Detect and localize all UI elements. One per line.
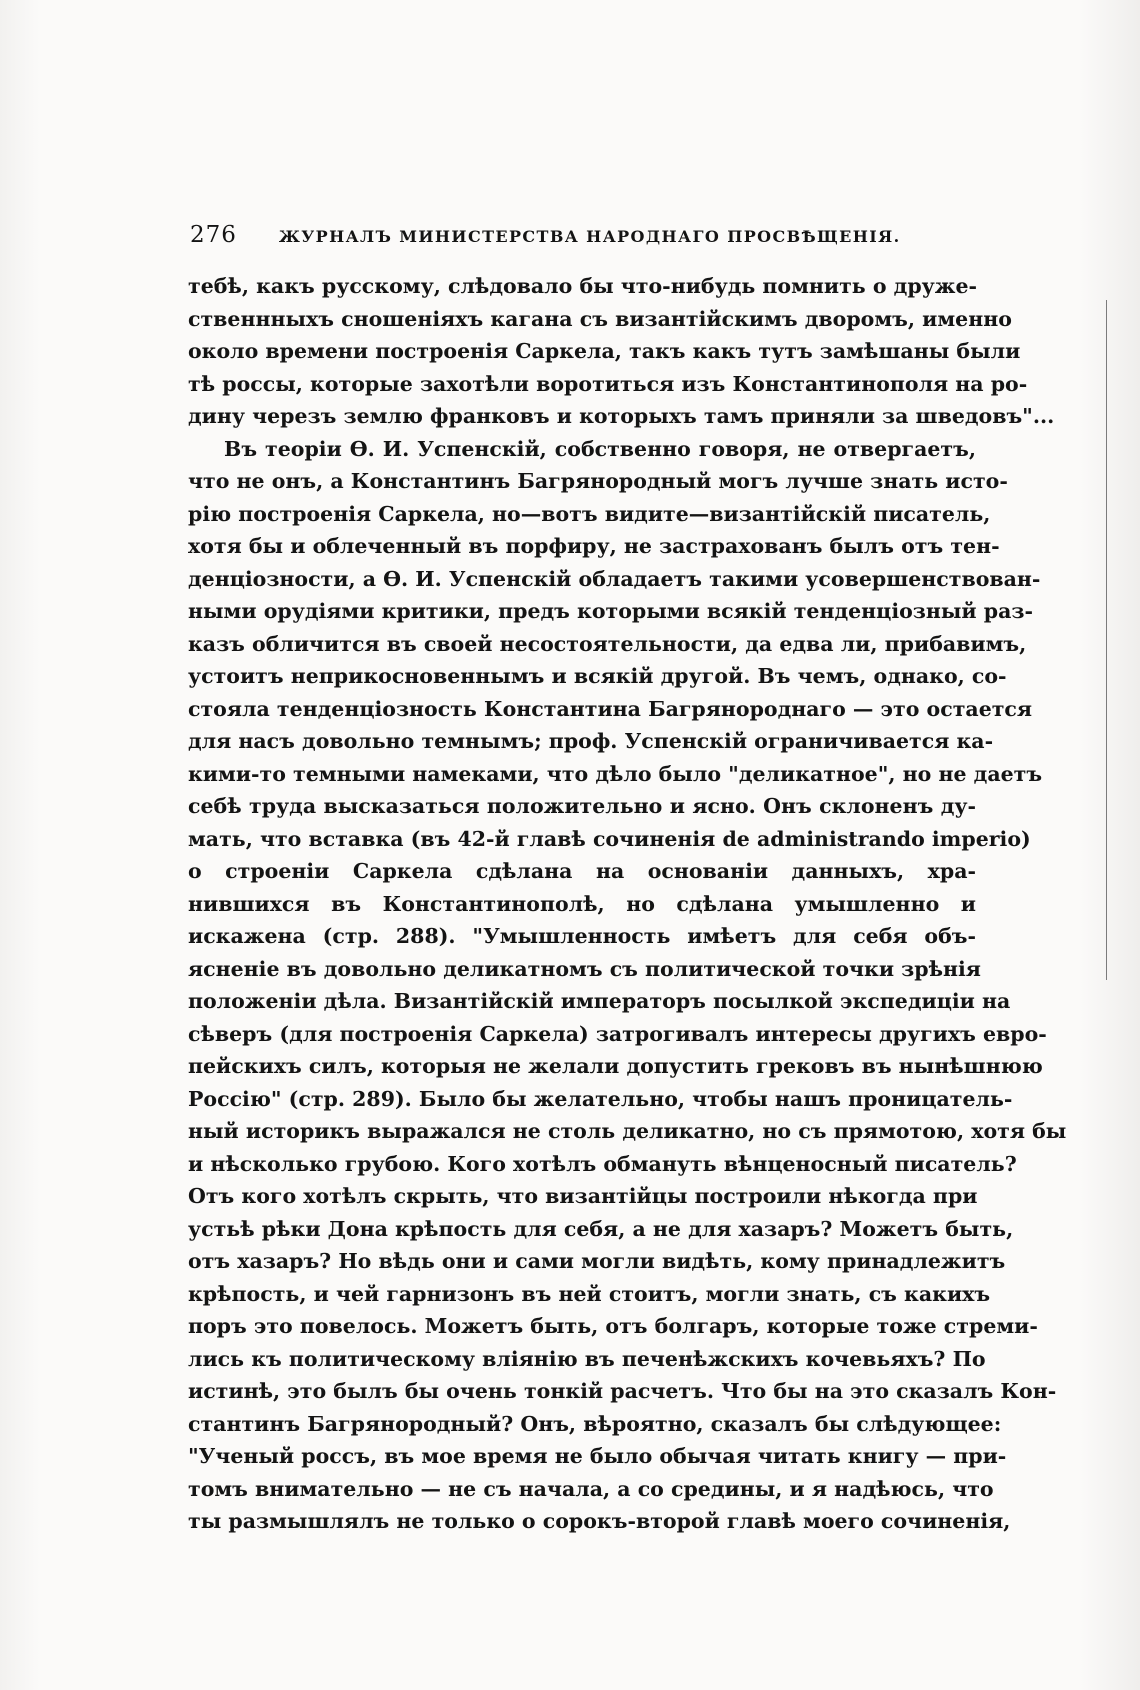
text-line: кими-то темными намеками, что дѣло было "деликатное", но не даетъ (188, 761, 1043, 786)
body-text (188, 270, 1067, 1538)
text-line: лись къ политическому вліянію въ печенѣжскихъ кочевьяхъ? По (188, 1346, 986, 1371)
text-line: что не онъ, а Константинъ Багрянородный могъ лучше знать исто- (188, 469, 1008, 493)
text-line: искажена (стр. 288). "Умышленность имѣетъ для себя объ- (188, 924, 976, 948)
text-line: томъ внимательно — не съ начала, а со средины, и я надѣюсь, что (188, 1476, 994, 1501)
text-line: себѣ труда высказаться положительно и ясно. Онъ склоненъ ду- (188, 794, 976, 818)
scan-edge-line (1106, 300, 1107, 980)
text-line: казъ обличится въ своей несостоятельности, да едва ли, прибавимъ, (188, 631, 1027, 656)
text-line: ственнныхъ сношеніяхъ кагана съ византійскимъ дворомъ, именно (188, 306, 1012, 331)
running-title: ЖУРНАЛЪ МИНИСТЕРСТВА НАРОДНАГО ПРОСВѢЩЕНІЯ. (278, 227, 901, 246)
text-line: дину черезъ землю франковъ и которыхъ тамъ приняли за шведовъ"... (188, 404, 1055, 428)
text-line: около времени построенія Саркела, такъ какъ тутъ замѣшаны были (188, 339, 1021, 363)
text-line: крѣпость, и чей гарнизонъ въ ней стоитъ, могли знать, съ какихъ (188, 1281, 991, 1306)
text-line: устьѣ рѣки Дона крѣпость для себя, а не для хазаръ? Можетъ быть, (188, 1216, 1014, 1241)
text-line: стантинъ Багрянородный? Онъ, вѣроятно, сказалъ бы слѣдующее: (188, 1411, 1002, 1436)
text-line: ный историкъ выражался не столь деликатно, но съ прямотою, хотя бы (188, 1119, 1067, 1143)
text-line: хотя бы и облеченный въ порфиру, не застрахованъ былъ отъ тен- (188, 534, 1000, 558)
text-line: денціозности, а Ѳ. И. Успенскій обладаетъ такими усовершенствован- (188, 566, 1041, 591)
text-line: о строеніи Саркела сдѣлана на основаніи данныхъ, хра- (188, 859, 976, 883)
text-line: нившихся въ Константинополѣ, но сдѣлана умышленно и (188, 891, 976, 916)
text-line: отъ хазаръ? Но вѣдь они и сами могли видѣть, кому принадлежитъ (188, 1249, 1006, 1273)
text-line: тебѣ, какъ русскому, слѣдовало бы что-нибудь помнить о друже- (188, 274, 978, 298)
text-line: стояла тенденціозность Константина Багрянороднаго — это остается (188, 696, 1033, 721)
page-header (190, 222, 980, 254)
text-line: Россію" (стр. 289). Было бы желательно, чтобы нашъ проницатель- (188, 1086, 1013, 1111)
text-line: сѣверъ (для построенія Саркела) затрогивалъ интересы другихъ евро- (188, 1021, 1047, 1046)
page-number: 276 (190, 222, 237, 248)
text-line: и нѣсколько грубою. Кого хотѣлъ обмануть вѣнценосный писатель? (188, 1151, 1017, 1176)
text-line: рію построенія Саркела, но—вотъ видите—византійскій писатель, (188, 501, 991, 526)
text-line: Въ теоріи Ѳ. И. Успенскій, собственно говоря, не отвергаетъ, (224, 436, 976, 461)
text-line: для насъ довольно темнымъ; проф. Успенскій ограничивается ка- (188, 729, 994, 753)
text-line: положеніи дѣла. Византійскій императоръ посылкой экспедиціи на (188, 989, 1011, 1013)
text-line: Отъ кого хотѣлъ скрыть, что византійцы построили нѣкогда при (188, 1184, 978, 1208)
text-line: ными орудіями критики, предъ которыми всякій тенденціозный раз- (188, 599, 1033, 623)
text-line: ясненіе въ довольно деликатномъ съ политической точки зрѣнія (188, 956, 981, 981)
text-line: "Ученый россъ, въ мое время не было обычая читать книгу — при- (188, 1444, 1007, 1468)
text-line: устоитъ неприкосновеннымъ и всякій другой. Въ чемъ, однако, со- (188, 664, 1007, 688)
text-line: тѣ россы, которые захотѣли воротиться изъ Константинополя на ро- (188, 371, 1028, 396)
text-line: поръ это повелось. Можетъ быть, отъ болгаръ, которые тоже стреми- (188, 1314, 1038, 1338)
text-line: истинѣ, это былъ бы очень тонкій расчетъ. Что бы на это сказалъ Кон- (188, 1379, 1057, 1403)
text-line: мать, что вставка (въ 42-й главѣ сочиненія de administrando imperio) (188, 826, 1031, 851)
text-line: ты размышлялъ не только о сорокъ-второй главѣ моего сочиненія, (188, 1509, 1011, 1533)
text-line: пейскихъ силъ, которыя не желали допустить грековъ въ нынѣшнюю (188, 1054, 1043, 1078)
